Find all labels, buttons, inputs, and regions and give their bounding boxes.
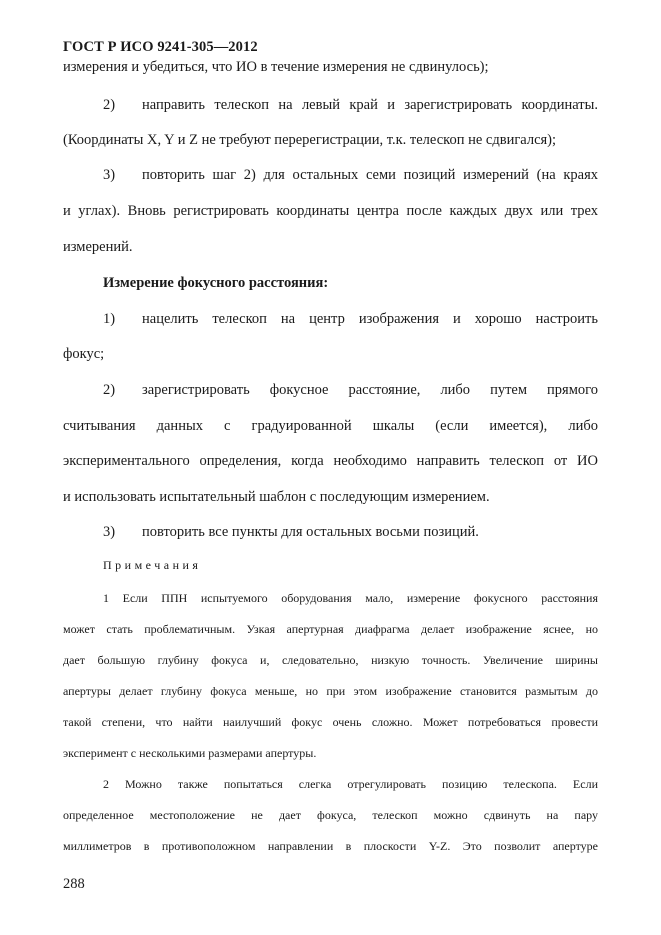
paragraph-line: считывания данных с градуированной шкалы (если имеется), либо [63, 418, 598, 434]
note-line: дает большую глубину фокуса и, следовательно, низкую точность. Увеличение ширины [63, 653, 598, 667]
page-number: 288 [63, 876, 85, 892]
list-item-text: зарегистрировать фокусное расстояние, либо путем прямого [142, 382, 598, 398]
list-number: 2) [103, 97, 116, 113]
list-item-text: повторить все пункты для остальных восьми позиций. [142, 524, 479, 540]
paragraph-line: измерений. [63, 239, 133, 255]
list-item-text: повторить шаг 2) для остальных семи позиций измерений (на краях [142, 167, 598, 183]
note-line: миллиметров в противоположном направлении в плоскости Y-Z. Это позволит апертуре [63, 839, 598, 853]
note-line: апертуры делает глубину фокуса меньше, но при этом изображение становится размытым до [63, 684, 598, 698]
notes-title: Примечания [103, 558, 202, 572]
section-heading: Измерение фокусного расстояния: [103, 275, 329, 291]
paragraph-line: (Координаты X, Y и Z не требуют перерегистрации, т.к. телескоп не сдвигался); [63, 132, 557, 148]
list-item-text: нацелить телескоп на центр изображения и хорошо настроить [142, 311, 598, 327]
paragraph-line: и углах). Вновь регистрировать координаты центра после каждых двух или трех [63, 203, 598, 219]
note-line: может стать проблематичным. Узкая апертурная диафрагма делает изображение яснее, но [63, 622, 598, 636]
paragraph-line: экспериментального определения, когда необходимо направить телескоп от ИО [63, 453, 598, 469]
document-header: ГОСТ Р ИСО 9241-305—2012 [63, 39, 258, 55]
note-line: эксперимент с несколькими размерами апертуры. [63, 746, 317, 760]
note-line: определенное местоположение не дает фокуса, телескоп можно сдвинуть на пару [63, 808, 598, 822]
note-line: такой степени, что найти наилучший фокус очень сложно. Может потребоваться провести [63, 715, 598, 729]
list-number: 2) [103, 382, 116, 398]
note-line: 1 Если ППН испытуемого оборудования мало, измерение фокусного расстояния [103, 591, 598, 605]
list-number: 3) [103, 167, 116, 183]
list-item-text: направить телескоп на левый край и зарегистрировать координаты. [142, 97, 598, 113]
paragraph-line: фокус; [63, 346, 105, 362]
list-number: 3) [103, 524, 116, 540]
paragraph-line: и использовать испытательный шаблон с последующим измерением. [63, 489, 490, 505]
note-line: 2 Можно также попытаться слегка отрегулировать позицию телескопа. Если [103, 777, 598, 791]
list-number: 1) [103, 311, 116, 327]
paragraph-line: измерения и убедиться, что ИО в течение измерения не сдвинулось); [63, 59, 489, 75]
